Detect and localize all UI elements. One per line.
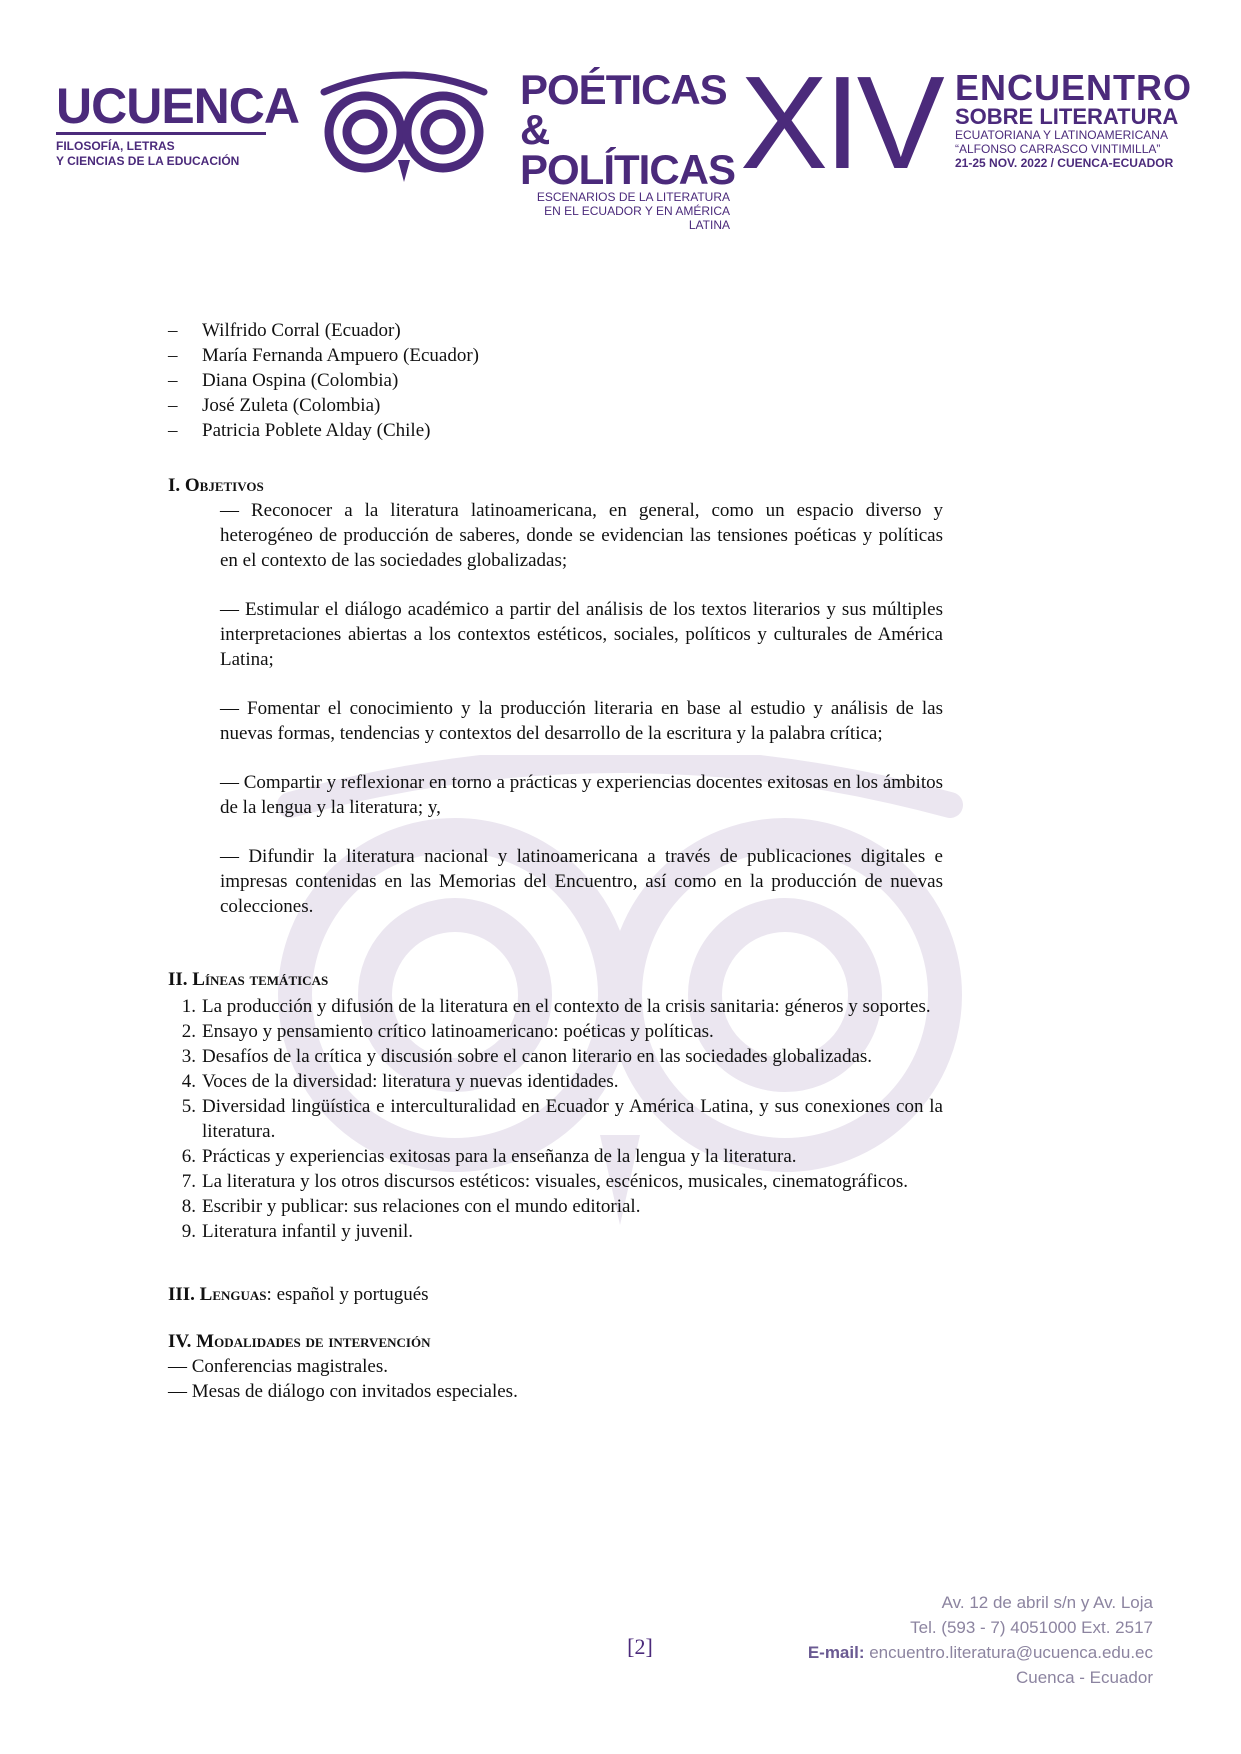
poeticas-line-2: & POLÍTICAS: [520, 106, 736, 193]
address-line-2: Tel. (593 - 7) 4051000 Ext. 2517: [910, 1618, 1153, 1637]
faculty-line-2: Y CIENCIAS DE LA EDUCACIÓN: [56, 154, 240, 168]
objetivos-list: [220, 498, 943, 919]
page-number: [2]: [627, 1634, 653, 1659]
list-item: 6. Prácticas y experiencias exitosas para la enseñanza de la lengua y la literatura.: [181, 1146, 797, 1167]
objetivos-heading: I. Objetivos: [168, 475, 264, 496]
list-item: 3. Desafíos de la crítica y discusión sobre el canon literario en las sociedades globalizadas.: [181, 1046, 873, 1067]
lineas-tematicas-list: [181, 994, 943, 1244]
encuentro-line-5: 21-25 NOV. 2022 / CUENCA-ECUADOR: [955, 156, 1174, 170]
list-item: — Estimular el diálogo académico a partir del análisis de los textos literarios y sus múltiples interpretaciones abiertas a los contextos estéticos, sociales, políticos y culturales de América Latina;: [220, 599, 943, 670]
list-item: – Patricia Poblete Alday (Chile): [168, 420, 431, 441]
encuentro-line-3: ECUATORIANA Y LATINOAMERICANA: [955, 128, 1168, 142]
list-item: – Diana Ospina (Colombia): [168, 370, 399, 391]
page-header: [0, 0, 1241, 232]
poeticas-line-4: EN EL ECUADOR Y EN AMÉRICA LATINA: [544, 204, 730, 232]
poeticas-politicas-title: [520, 66, 736, 232]
encuentro-line-2: SOBRE LITERATURA: [955, 104, 1179, 129]
ucuenca-wordmark: UCUENCA: [56, 78, 299, 134]
footer-address: [733, 1590, 1153, 1690]
list-item: 1. La producción y difusión de la literatura en el contexto de la crisis sanitaria: géneros y soportes.: [181, 996, 931, 1017]
list-item: – María Fernanda Ampuero (Ecuador): [168, 345, 479, 366]
encuentro-line-4: “ALFONSO CARRASCO VINTIMILLA”: [955, 142, 1161, 156]
email-label: E-mail:: [807, 1643, 865, 1662]
ucuenca-logo: [56, 78, 299, 169]
list-item: 9. Literatura infantil y juvenil.: [181, 1221, 414, 1242]
modalidades-list: [168, 1354, 943, 1404]
poeticas-line-1: POÉTICAS: [520, 66, 727, 113]
address-line-1: Av. 12 de abril s/n y Av. Loja: [941, 1593, 1153, 1612]
list-item: 2. Ensayo y pensamiento crítico latinoamericano: poéticas y políticas.: [181, 1021, 714, 1042]
poeticas-line-3: ESCENARIOS DE LA LITERATURA: [536, 190, 730, 204]
list-item: 8. Escribir y publicar: sus relaciones con el mundo editorial.: [181, 1196, 641, 1217]
list-item: 5. Diversidad lingüística e interculturalidad en Ecuador y América Latina, y sus conexiones con la literatura.: [181, 1096, 943, 1142]
faculty-line-1: FILOSOFÍA, LETRAS: [56, 139, 175, 153]
list-item: 7. La literatura y los otros discursos estéticos: visuales, escénicos, musicales, cinematográficos.: [181, 1171, 908, 1192]
encuentro-line-1: ENCUENTRO: [955, 67, 1193, 108]
lineas-tematicas-heading: II. Líneas temáticas: [168, 969, 329, 990]
email-line: [733, 1640, 1153, 1665]
list-item: — Difundir la literatura nacional y latinoamericana a través de publicaciones digitales e impresas contenidas en las Memorias del Encuentro, así como en la producción de nuevas colecciones.: [220, 846, 943, 917]
list-item: 4. Voces de la diversidad: literatura y nuevas identidades.: [181, 1071, 619, 1092]
list-item: – José Zuleta (Colombia): [168, 395, 381, 416]
encuentro-title: [955, 67, 1193, 170]
list-item: — Conferencias magistrales.: [168, 1356, 389, 1377]
email-link[interactable]: encuentro.literatura@ucuenca.edu.ec: [864, 1643, 1153, 1662]
list-item: — Compartir y reflexionar en torno a prácticas y experiencias docentes exitosas en los ámbitos de la lengua y la literatura; y,: [220, 772, 943, 818]
list-item: – Wilfrido Corral (Ecuador): [168, 320, 401, 341]
owl-eyes-logo-icon: [318, 64, 490, 186]
lenguas-value: : español y portugués: [266, 1284, 429, 1305]
lenguas-heading: III. Lenguas: [168, 1284, 267, 1305]
address-city: Cuenca - Ecuador: [1015, 1668, 1153, 1687]
document-body: [168, 318, 943, 1404]
list-item: — Fomentar el conocimiento y la producción literaria en base al estudio y análisis de las nuevas formas, tendencias y contextos del desarrollo de la escritura y la palabra crítica;: [220, 698, 943, 744]
modalidades-heading: IV. Modalidades de intervención: [168, 1331, 431, 1352]
lenguas-section: [168, 1282, 943, 1307]
guest-list: [168, 318, 943, 443]
list-item: — Mesas de diálogo con invitados especiales.: [168, 1381, 518, 1402]
edition-roman-numeral: XIV: [740, 49, 941, 196]
list-item: — Reconocer a la literatura latinoamericana, en general, como un espacio diverso y heterogéneo de producción de saberes, donde se evidencian las tensiones poéticas y políticas en el contexto de las sociedades globalizadas;: [220, 500, 943, 571]
